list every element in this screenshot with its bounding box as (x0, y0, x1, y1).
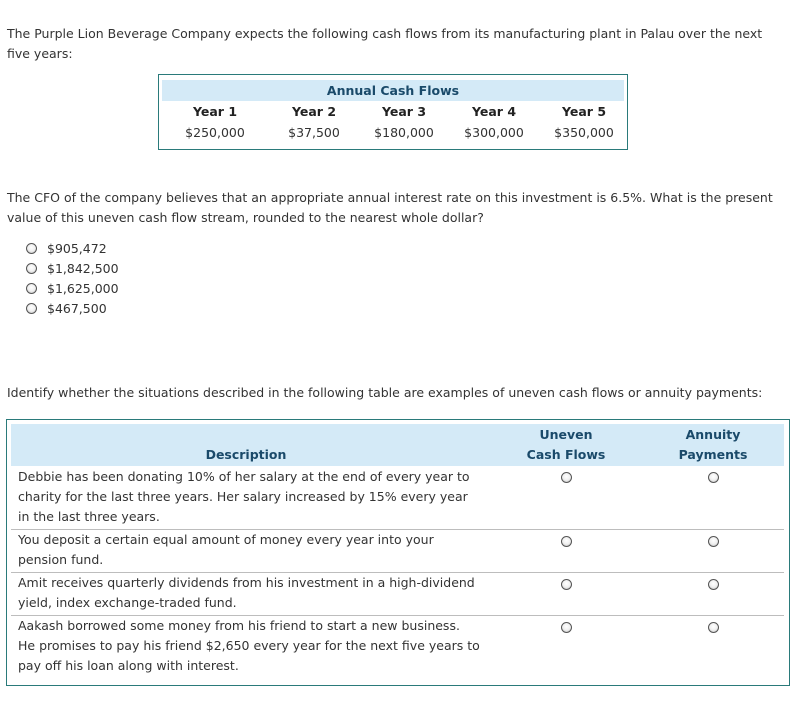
year-5-header: Year 5 (561, 104, 607, 119)
annuity-header-line2: Payments (678, 447, 748, 462)
year-2-value: $37,500 (288, 125, 340, 140)
situations-table-header (11, 424, 784, 466)
intro-text: The Purple Lion Beverage Company expects the following cash flows from its manufacturing plant in Palau over the next five years: (7, 26, 763, 61)
row-3-annuity-radio[interactable] (708, 579, 719, 590)
option-4[interactable] (26, 300, 107, 316)
option-3-label: $1,625,000 (47, 280, 119, 296)
row-4-description: Aakash borrowed some money from his friend to start a new business. He promises to pay his friend $2,650 every year for the next five years to pay off his loan along with interest. (18, 618, 480, 673)
year-2-header: Year 2 (291, 104, 337, 119)
option-3-radio[interactable] (26, 283, 37, 294)
description-header: Description (205, 447, 287, 462)
table-row (11, 467, 784, 530)
year-4-value: $300,000 (464, 125, 524, 140)
year-1-value: $250,000 (185, 125, 245, 140)
table-row (11, 573, 784, 616)
row-1-uneven-radio[interactable] (561, 472, 572, 483)
uneven-header-line1: Uneven (539, 427, 593, 442)
table-row (11, 616, 784, 678)
row-2-uneven-radio[interactable] (561, 536, 572, 547)
option-3[interactable] (26, 280, 119, 296)
option-4-label: $467,500 (47, 300, 107, 316)
row-1-description: Debbie has been donating 10% of her salary at the end of every year to charity for the last three years. Her salary increased by 15% every year in the last three years. (18, 469, 470, 524)
option-2-radio[interactable] (26, 263, 37, 274)
table-row (11, 530, 784, 573)
option-1-radio[interactable] (26, 243, 37, 254)
row-4-uneven-radio[interactable] (561, 622, 572, 633)
cash-flow-table (158, 74, 628, 150)
question-text: The CFO of the company believes that an appropriate annual interest rate on this investment is 6.5%. What is the present value of this uneven cash flow stream, rounded to the nearest whole dollar? (7, 190, 773, 225)
year-5-value: $350,000 (554, 125, 614, 140)
year-1-header: Year 1 (192, 104, 238, 119)
option-2[interactable] (26, 260, 119, 276)
cash-flow-caption: Annual Cash Flows (162, 80, 624, 101)
row-3-uneven-radio[interactable] (561, 579, 572, 590)
uneven-header-line2: Cash Flows (526, 447, 606, 462)
option-1-label: $905,472 (47, 240, 107, 256)
year-3-value: $180,000 (374, 125, 434, 140)
row-2-annuity-radio[interactable] (708, 536, 719, 547)
row-4-annuity-radio[interactable] (708, 622, 719, 633)
option-2-label: $1,842,500 (47, 260, 119, 276)
year-4-header: Year 4 (471, 104, 517, 119)
option-4-radio[interactable] (26, 303, 37, 314)
row-3-description: Amit receives quarterly dividends from his investment in a high-dividend yield, index exchange-traded fund. (18, 575, 475, 610)
row-2-description: You deposit a certain equal amount of money every year into your pension fund. (18, 532, 434, 567)
annuity-header-line1: Annuity (685, 427, 741, 442)
row-1-annuity-radio[interactable] (708, 472, 719, 483)
identify-prompt: Identify whether the situations described in the following table are examples of uneven cash flows or annuity payments: (7, 385, 763, 400)
option-1[interactable] (26, 240, 107, 256)
year-3-header: Year 3 (381, 104, 427, 119)
situations-table (6, 419, 790, 686)
